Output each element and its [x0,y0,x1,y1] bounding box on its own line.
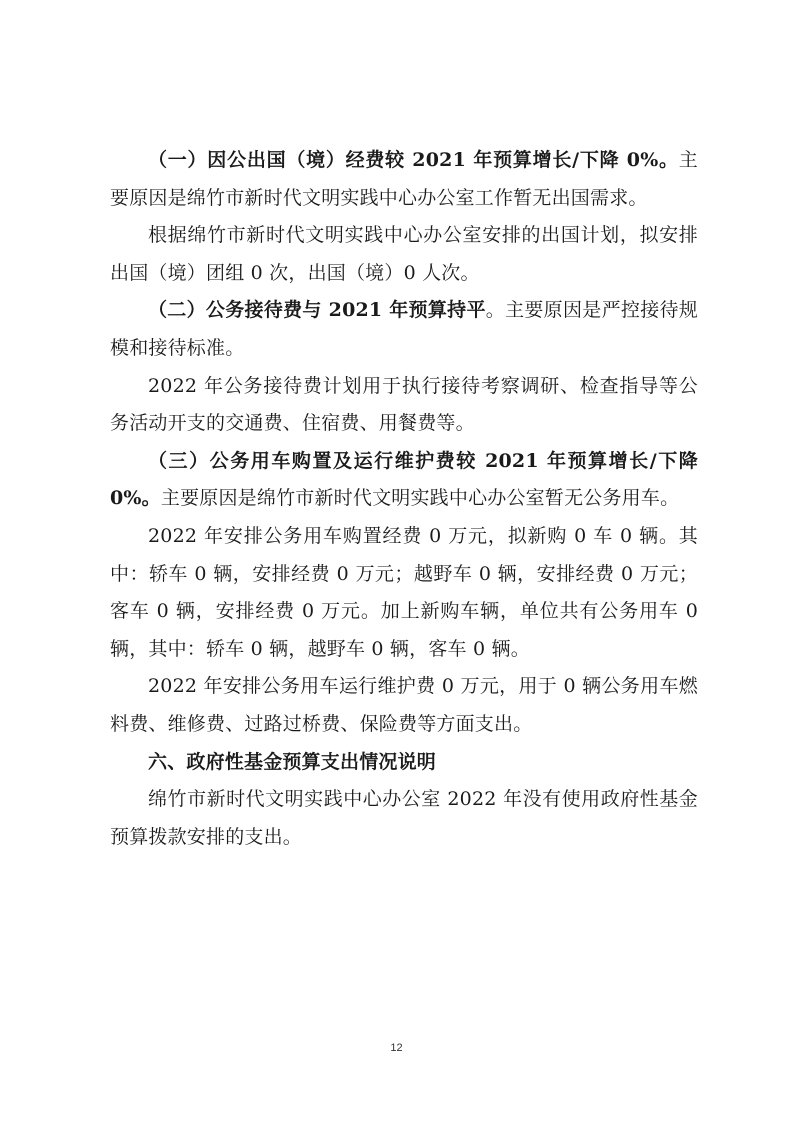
paragraph-vehicle-maintenance: 2022 年安排公务用车运行维护费 0 万元，用于 0 辆公务用车燃料费、维修费、过路过桥费、保险费等方面支出。 [110,675,698,735]
paragraph-vehicle-purchase: 2022 年安排公务用车购置经费 0 万元，拟新购 0 车 0 辆。其中：轿车 0 辆，安排经费 0 万元；越野车 0 辆，安排经费 0 万元；客车 0 辆，安排经费 0 万元。加上新购车辆，单位共有公务用车 0 辆，其中：轿车 0 辆，越野车 0 辆，客车 0 辆。 [110,524,698,660]
heading-overseas-expenses: （一）因公出国（境）经费较 2021 年预算增长/下降 0%。 [148,149,679,171]
paragraph-overseas-plan: 根据绵竹市新时代文明实践中心办公室安排的出国计划，拟安排出国（境）团组 0 次，出国（境）0 人次。 [110,224,698,284]
section-heading-government-funds: 六、政府性基金预算支出情况说明 [148,750,437,773]
paragraph-overseas-expenses [110,142,698,217]
paragraph-reception-expenses [110,292,698,367]
heading-reception-expenses: （二）公务接待费与 2021 年预算持平 [148,299,486,322]
body-text [110,142,698,856]
text-overseas-expenses: 主要原因是绵竹市新时代文明实践中心办公室工作暂无出国需求。 [110,149,698,209]
paragraph-vehicle-expenses [110,443,698,518]
heading-vehicle-expenses: （三）公务用车购置及运行维护费较 2021 年预算增长/下降 0%。 [110,449,698,510]
paragraph-reception-plan: 2022 年公务接待费计划用于执行接待考察调研、检查指导等公务活动开支的交通费、住宿费、用餐费等。 [110,374,698,435]
text-reception-expenses: 。主要原因是严控接待规模和接待标准。 [110,299,698,359]
page-number: 12 [390,1042,403,1054]
text-vehicle-expenses: 主要原因是绵竹市新时代文明实践中心办公室暂无公务用车。 [160,487,680,510]
paragraph-government-funds: 绵竹市新时代文明实践中心办公室 2022 年没有使用政府性基金预算拨款安排的支出。 [110,788,698,848]
